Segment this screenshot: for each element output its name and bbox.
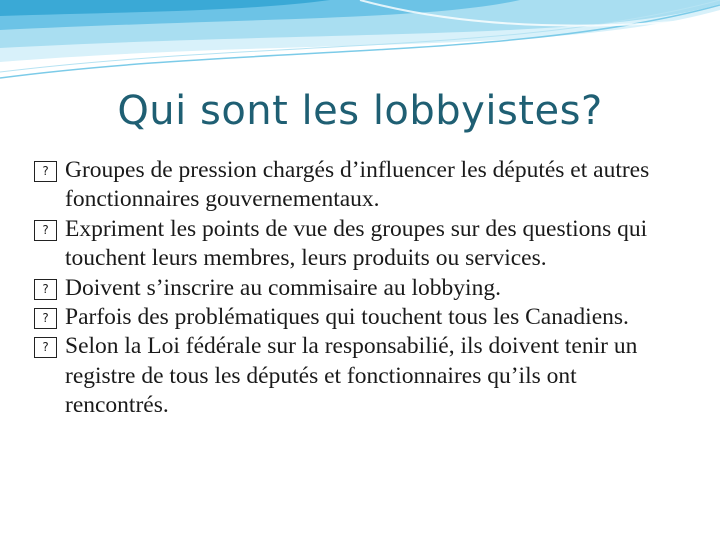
bullet-item [34, 215, 684, 274]
bullet-item [34, 274, 684, 303]
bullet-item [34, 156, 684, 215]
bullet-item [34, 303, 684, 332]
bullet-item [34, 332, 684, 420]
bullet-marker-icon: ? [34, 337, 57, 358]
bullet-marker-icon: ? [34, 220, 57, 241]
bullet-list [34, 156, 684, 421]
slide-title: Qui sont les lobbyistes? [117, 88, 603, 134]
bullet-text: Parfois des problématiques qui touchent tous les Canadiens. [65, 304, 629, 331]
bullet-marker-icon: ? [34, 308, 57, 329]
bullet-marker-icon: ? [34, 279, 57, 300]
bullet-text: Doivent s’inscrire au commisaire au lobbying. [65, 274, 501, 301]
bullet-text: Groupes de pression chargés d’influencer les députés et autres fonctionnaires gouvernementaux. [65, 157, 650, 213]
header-wave-decoration [0, 0, 720, 90]
bullet-text: Selon la Loi fédérale sur la responsabilié, ils doivent tenir un registre de tous les députés et fonctionnaires qu’ils ont rencontrés. [65, 333, 638, 419]
bullet-text: Expriment les points de vue des groupes sur des questions qui touchent leurs membres, leurs produits ou services. [65, 215, 648, 272]
bullet-marker-icon: ? [34, 161, 57, 182]
